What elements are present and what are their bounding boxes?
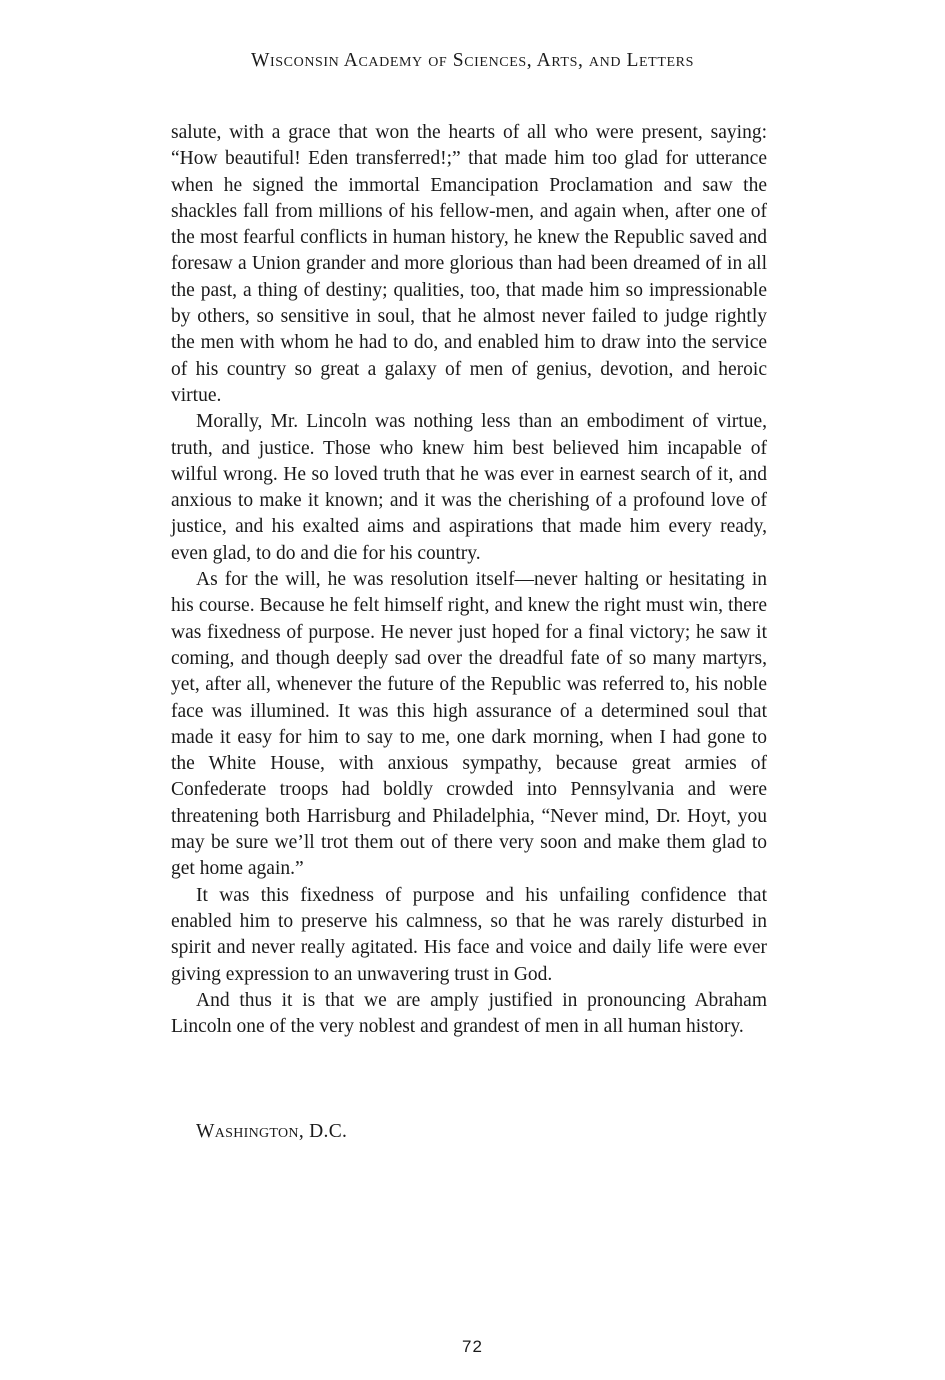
article-body bbox=[171, 120, 767, 1040]
paragraph-will: As for the will, he was resolution itself—never halting or hesitating in his course. Because he felt himself right, and knew the right must win, there was fixedness of purpose. He never just hoped for a final victory; he saw it coming, and though deeply sad over the dreadful fate of so many martyrs, yet, after all, whenever the future of the Republic was referred to, his noble face was illumined. It was this high assurance of a determined soul that made it easy for him to say to me, one dark morning, when I had gone to the White House, with anxious sympathy, because great armies of Confederate troops had boldly crowded into Pennsylvania and were threatening both Harrisburg and Philadelphia, “Never mind, Dr. Hoyt, you may be sure we’ll trot them out of there very soon and make them glad to get home again.” bbox=[171, 569, 767, 880]
paragraph-conclusion: And thus it is that we are amply justified in pronouncing Abraham Lincoln one of the very noblest and grandest of men in all human history. bbox=[171, 989, 767, 1038]
page-number: 72 bbox=[462, 1337, 483, 1356]
running-header: Wisconsin Academy of Sciences, Arts, and Letters bbox=[251, 50, 694, 71]
paragraph-morality: Morally, Mr. Lincoln was nothing less than an embodiment of virtue, truth, and justice. Those who knew him best believed him incapable of wilful wrong. He so loved truth that he was ever in earnest search of it, and anxious to make it known; and it was the cherishing of a profound love of justice, and his exalted aims and aspirations that made him every ready, even glad, to do and die for his country. bbox=[171, 411, 767, 564]
paragraph-continuation: salute, with a grace that won the hearts of all who were present, saying: “How beautiful! Eden transferred!;” that made him too glad for utterance when he signed the immortal Emancipation Proclamation and saw the shackles fall from millions of his fellow-men, and again when, after one of the most fearful conflicts in human history, he knew the Republic saved and foresaw a Union grander and more glorious than had been dreamed of in all the past, a thing of destiny; qualities, too, that made him so impressionable by others, so sensitive in soul, that he almost never failed to judge rightly the men with whom he had to do, and enabled him to draw into the service of his country so great a galaxy of men of genius, devotion, and heroic virtue. bbox=[171, 122, 767, 406]
dateline-place: Washington, D.C. bbox=[196, 1121, 348, 1142]
paragraph-purpose: It was this fixedness of purpose and his unfailing confidence that enabled him to preserve his calmness, so that he was rarely disturbed in spirit and never really agitated. His face and voice and daily life were ever giving expression to an unwavering trust in God. bbox=[171, 884, 767, 985]
